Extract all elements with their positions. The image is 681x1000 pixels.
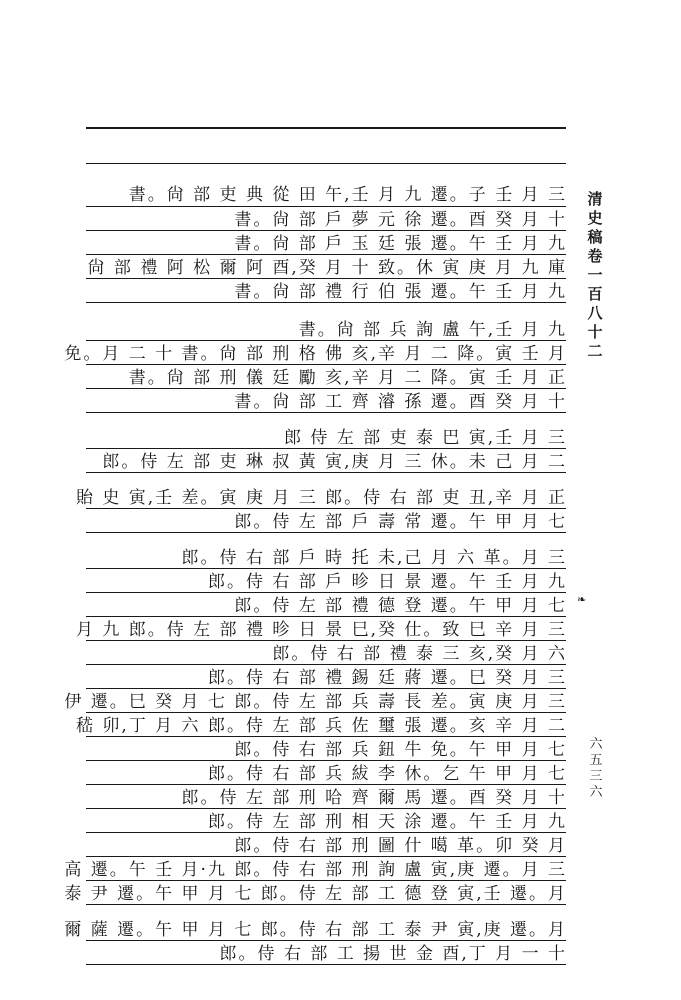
table-row: 郎。侍 左 部 刑 哈 齊 爾 馬 遷。酉 癸 月 十 [181, 788, 567, 808]
table-row: 郎。侍 右 部 戶 昣 日 景 遷。午 壬 月 九 [207, 572, 567, 592]
table-row: 泰 尹 遷。午 甲 月 七 郎。侍 左 部 工 德 登 寅,壬 遷。月 [64, 884, 567, 904]
table-row: 郎。侍 右 部 禮 錫 廷 蔣 遷。巳 癸 月 三 [207, 668, 567, 688]
table-row: 書。尙 部 戶 夢 元 徐 遷。酉 癸 月 十 [234, 210, 567, 230]
rule-line [86, 163, 566, 164]
running-title: 清 史 稿 卷 一 百 八 十 二 [587, 190, 603, 360]
table-row: 尙 部 禮 阿 松 爾 阿 酉,癸 月 十 致。休 寅 庚 月 九 庫 [87, 258, 567, 278]
table-row: 貽 史 寅,壬 差。寅 庚 月 三 郎。侍 右 部 吏 丑,辛 月 正 [75, 488, 567, 508]
table-row: 高 遷。午 壬 月·九 郎。侍 右 部 刑 詢 盧 寅,庚 遷。月 三 [64, 860, 567, 880]
table-row: 嵇 卯,丁 月 六 郎。侍 左 部 兵 佐 璽 張 遷。亥 辛 月 二 [75, 716, 567, 736]
table-row: 免。月 二 十 書。尙 部 刑 格 佛 亥,辛 月 二 降。寅 壬 月 [64, 344, 567, 364]
table-row: 郎。侍 右 部 兵 紱 李 休。乞 午 甲 月 七 [207, 764, 567, 784]
table-row: 郎。侍 左 部 禮 德 登 遷。午 甲 月 七 [234, 596, 567, 616]
table-row: 伊 遷。巳 癸 月 七 郎。侍 左 部 兵 壽 長 差。寅 庚 月 三 [64, 692, 567, 712]
table-row: 郎。侍 左 部 戶 壽 常 遷。午 甲 月 七 [234, 512, 567, 532]
table-row: 郎。侍 左 部 刑 相 天 涂 遷。午 壬 月 九 [207, 812, 567, 832]
table-row: 郎。侍 右 部 禮 泰 三 亥,癸 月 六 [272, 644, 567, 664]
table-row: 書。尙 部 工 齊 濬 孫 遷。酉 癸 月 十 [234, 392, 567, 412]
margin-mark: ❧ [577, 593, 587, 606]
table-row: 書。尙 部 戶 玉 廷 張 遷。午 壬 月 九 [234, 234, 567, 254]
table-row: 書。尙 部 兵 詢 盧 午,壬 月 九 [298, 320, 567, 340]
page-number: 六 五 三 六 [589, 737, 603, 800]
table-row: 郎。侍 右 部 戶 時 托 未,己 月 六 革。月 三 [181, 548, 567, 568]
table-row: 郎。侍 右 部 兵 鈕 牛 免。午 甲 月 七 [234, 740, 567, 760]
table-row: 爾 薩 遷。午 甲 月 七 郎。侍 右 部 工 泰 尹 寅,庚 遷。月 [64, 920, 567, 940]
table-row: 郎 侍 左 部 吏 泰 巴 寅,壬 月 三 [283, 428, 567, 448]
table-row: 書。尙 部 刑 儀 廷 勵 亥,辛 月 二 降。寅 壬 月 正 [128, 368, 567, 388]
table-row: 郎。侍 左 部 吏 琳 叔 黃 寅,庚 月 三 休。未 己 月 二 [102, 452, 567, 472]
table-row: 郎。侍 右 部 工 揚 世 金 酉,丁 月 一 十 [219, 944, 567, 964]
top-rule [86, 127, 566, 129]
table-row: 月 九 郎。侍 左 部 禮 昣 日 景 巳,癸 仕。致 巳 辛 月 三 [75, 620, 567, 640]
table-row: 書。尙 部 吏 典 從 田 午,壬 月 九 遷。子 壬 月 三 [128, 185, 567, 205]
table-row: 郎。侍 右 部 刑 圖 什 噶 革。卯 癸 月 [234, 836, 567, 856]
table-row: 書。尙 部 禮 行 伯 張 遷。午 壬 月 九 [234, 282, 567, 302]
